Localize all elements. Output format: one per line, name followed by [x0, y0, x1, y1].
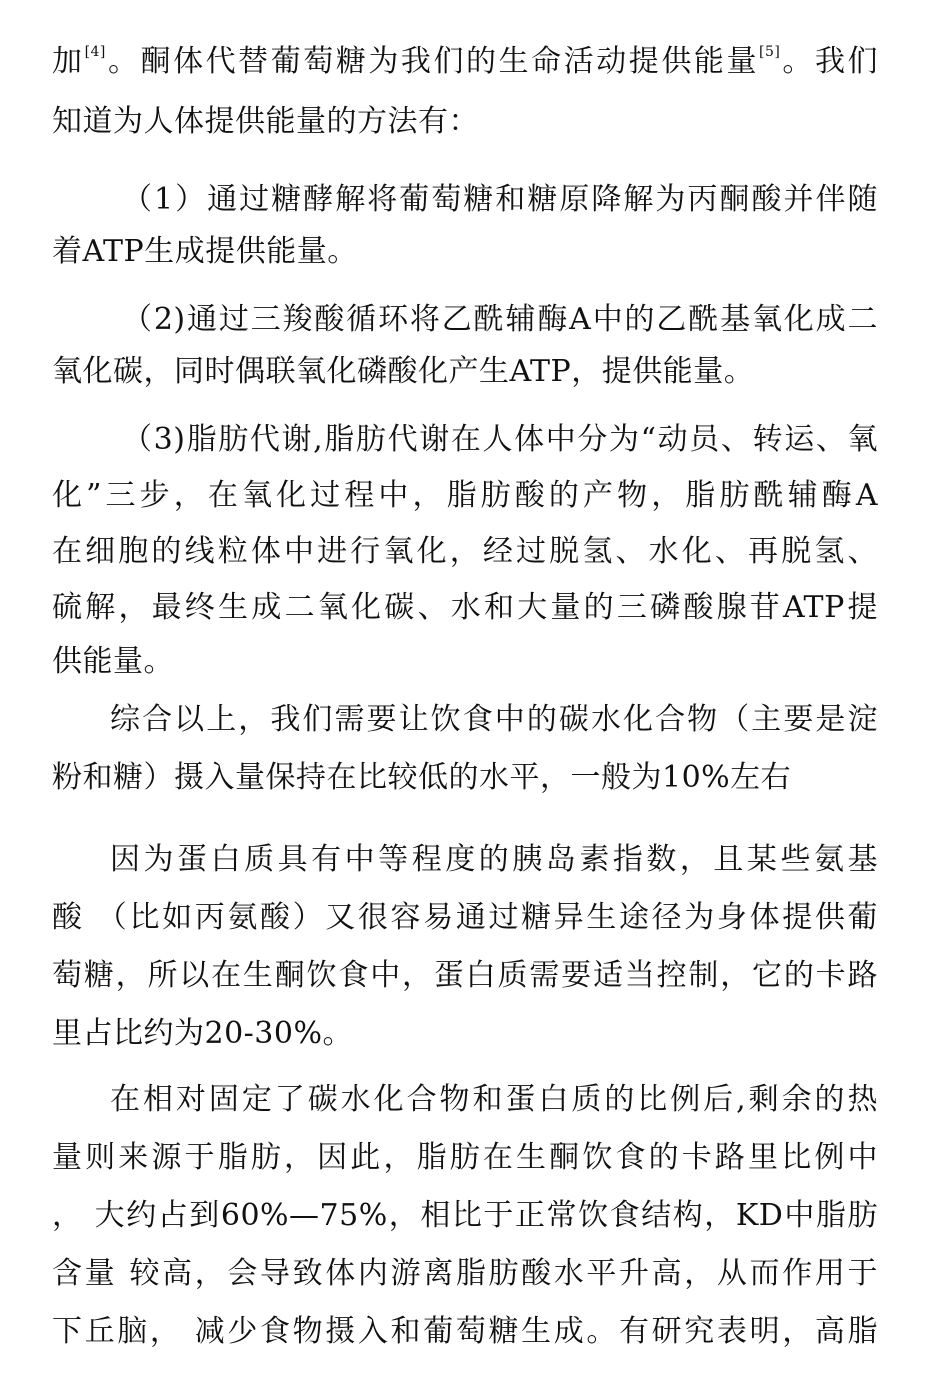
citation-4: [4]	[84, 44, 106, 60]
list-item-2-line-2: 氧化碳，同时偶联氧化磷酸化产生ATP，提供能量。	[52, 354, 755, 389]
list-item-3-line-2: 化”三步，在氧化过程中，脂肪酸的产物，脂肪酰辅酶A	[52, 478, 878, 513]
text-line-2: 知道为人体提供能量的方法有：	[52, 104, 479, 139]
fat-line-1: 在相对固定了碳水化合物和蛋白质的比例后,剩余的热	[110, 1082, 878, 1117]
protein-line-3: 萄糖，所以在生酮饮食中，蛋白质需要适当控制，它的卡路	[52, 958, 878, 993]
list-item-3-line-3: 在细胞的线粒体中进行氧化，经过脱氢、水化、再脱氢、	[52, 534, 878, 569]
citation-5: [5]	[759, 44, 781, 60]
fat-line-3: ， 大约占到60%—75%，相比于正常饮食结构，KD中脂肪	[52, 1198, 878, 1233]
summary-line-1: 综合以上，我们需要让饮食中的碳水化合物（主要是淀	[110, 702, 878, 737]
summary-line-2: 粉和糖）摄入量保持在比较低的水平，一般为10%左右	[52, 760, 792, 795]
list-item-2-line-1: （2)通过三羧酸循环将乙酰辅酶A中的乙酰基氧化成二	[122, 302, 878, 337]
fat-line-2: 量则来源于脂肪，因此，脂肪在生酮饮食的卡路里比例中	[52, 1140, 878, 1175]
protein-line-1: 因为蛋白质具有中等程度的胰岛素指数，且某些氨基	[110, 842, 878, 877]
list-item-3-line-1: （3)脂肪代谢,脂肪代谢在人体中分为“动员、转运、氧	[122, 422, 878, 457]
list-item-3-line-4: 硫解，最终生成二氧化碳、水和大量的三磷酸腺苷ATP提	[52, 590, 878, 625]
list-item-1-line-2: 着ATP生成提供能量。	[52, 234, 358, 269]
fat-line-4: 含量 较高，会导致体内游离脂肪酸水平升高，从而作用于	[52, 1256, 878, 1291]
protein-line-2: 酸 （比如丙氨酸）又很容易通过糖异生途径为身体提供葡	[52, 900, 878, 935]
list-item-1-line-1: （1）通过糖酵解将葡萄糖和糖原降解为丙酮酸并伴随	[122, 182, 878, 217]
fat-line-5: 下丘脑， 减少食物摄入和葡萄糖生成。有研究表明，高脂	[52, 1314, 878, 1349]
text-line-1: 加[4]。酮体代替葡萄糖为我们的生命活动提供能量[5]。我们	[52, 44, 878, 79]
protein-line-4: 里占比约为20-30%。	[52, 1016, 353, 1051]
list-item-3-line-5: 供能量。	[52, 644, 174, 679]
